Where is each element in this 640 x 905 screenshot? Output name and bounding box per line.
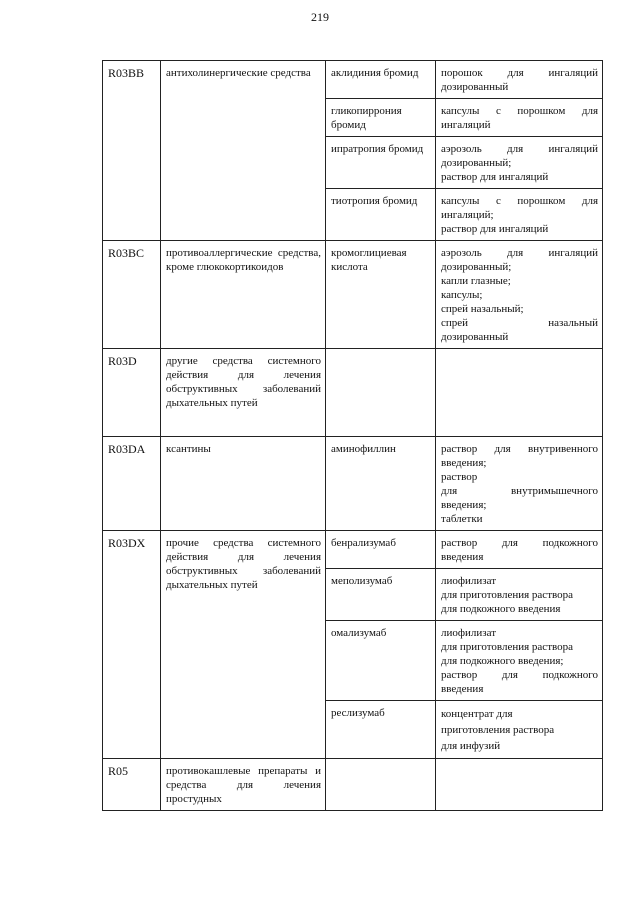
form-line: приготовления раствора — [441, 724, 555, 736]
form-line: капсулы; — [441, 289, 483, 301]
table-row — [103, 61, 603, 99]
group-cell: другие средства системного действия для лечения обструктивных заболеваний дыхательных путей — [161, 349, 326, 437]
form-line: раствор для подкожного введения — [441, 537, 598, 563]
form-line: дозированный — [441, 331, 509, 343]
table-row — [103, 349, 603, 437]
form-line: для внутримышечного — [441, 485, 598, 497]
group-cell: прочие средства системного действия для лечения обструктивных заболеваний дыхательных путей — [161, 531, 326, 759]
form-line: для приготовления раствора — [441, 641, 573, 653]
form-line: таблетки — [441, 513, 483, 525]
atc-code-cell: R05 — [103, 759, 161, 811]
form-cell — [436, 437, 603, 531]
form-line: спрей назальный — [441, 317, 598, 329]
form-line: для подкожного введения; — [441, 655, 564, 667]
form-line: аэрозоль для ингаляций дозированный; — [441, 143, 598, 169]
atc-code-cell: R03DA — [103, 437, 161, 531]
inn-cell: омализумаб — [326, 621, 436, 701]
atc-code-cell: R03D — [103, 349, 161, 437]
form-line: введения; — [441, 499, 487, 511]
group-cell: ксантины — [161, 437, 326, 531]
atc-code-cell: R03DX — [103, 531, 161, 759]
inn-cell: бенрализумаб — [326, 531, 436, 569]
form-line: капсулы с порошком для ингаляций — [441, 105, 598, 131]
form-cell — [436, 621, 603, 701]
form-cell — [436, 241, 603, 349]
form-line: лиофилизат — [441, 627, 497, 639]
form-line: аэрозоль для ингаляций дозированный; — [441, 247, 598, 273]
inn-cell — [326, 759, 436, 811]
table-row — [103, 531, 603, 569]
atc-code-cell: R03BB — [103, 61, 161, 241]
form-line: спрей назальный; — [441, 303, 524, 315]
form-line: раствор для ингаляций — [441, 223, 549, 235]
table-row — [103, 437, 603, 531]
form-line: введения — [441, 683, 484, 695]
form-cell — [436, 569, 603, 621]
form-cell — [436, 99, 603, 137]
form-cell — [436, 759, 603, 811]
form-line: для инфузий — [441, 740, 501, 752]
form-line: капсулы с порошком для ингаляций; — [441, 195, 598, 221]
form-cell — [436, 531, 603, 569]
inn-cell: тиотропия бромид — [326, 189, 436, 241]
page-number: 219 — [311, 10, 329, 24]
form-cell — [436, 61, 603, 99]
table-row — [103, 759, 603, 811]
form-cell — [436, 137, 603, 189]
inn-cell: ипратропия бромид — [326, 137, 436, 189]
inn-cell: реслизумаб — [326, 701, 436, 759]
form-line: раствор для ингаляций — [441, 171, 549, 183]
drug-table — [102, 60, 603, 811]
inn-cell: гликопиррония бромид — [326, 99, 436, 137]
form-cell — [436, 349, 603, 437]
form-line: концентрат для — [441, 708, 513, 720]
inn-cell: меполизумаб — [326, 569, 436, 621]
table-row — [103, 241, 603, 349]
form-line: раствор для внутривенного введения; — [441, 443, 598, 469]
atc-code-cell: R03BC — [103, 241, 161, 349]
form-line: раствор для подкожного — [441, 669, 598, 681]
group-cell: антихолинергические средства — [161, 61, 326, 241]
form-line: порошок для ингаляций дозированный — [441, 67, 598, 93]
form-line: лиофилизат — [441, 575, 497, 587]
inn-cell: аминофиллин — [326, 437, 436, 531]
group-cell: противоаллергические средства, кроме глюкокортикоидов — [161, 241, 326, 349]
form-cell — [436, 189, 603, 241]
group-cell: противокашлевые препараты и средства для лечения простудных — [161, 759, 326, 811]
inn-cell: кромоглициевая кислота — [326, 241, 436, 349]
form-line: для подкожного введения — [441, 603, 561, 615]
inn-cell — [326, 349, 436, 437]
form-cell — [436, 701, 603, 759]
inn-cell: аклидиния бромид — [326, 61, 436, 99]
form-line: раствор — [441, 471, 478, 483]
form-line: для приготовления раствора — [441, 589, 573, 601]
form-line: капли глазные; — [441, 275, 511, 287]
